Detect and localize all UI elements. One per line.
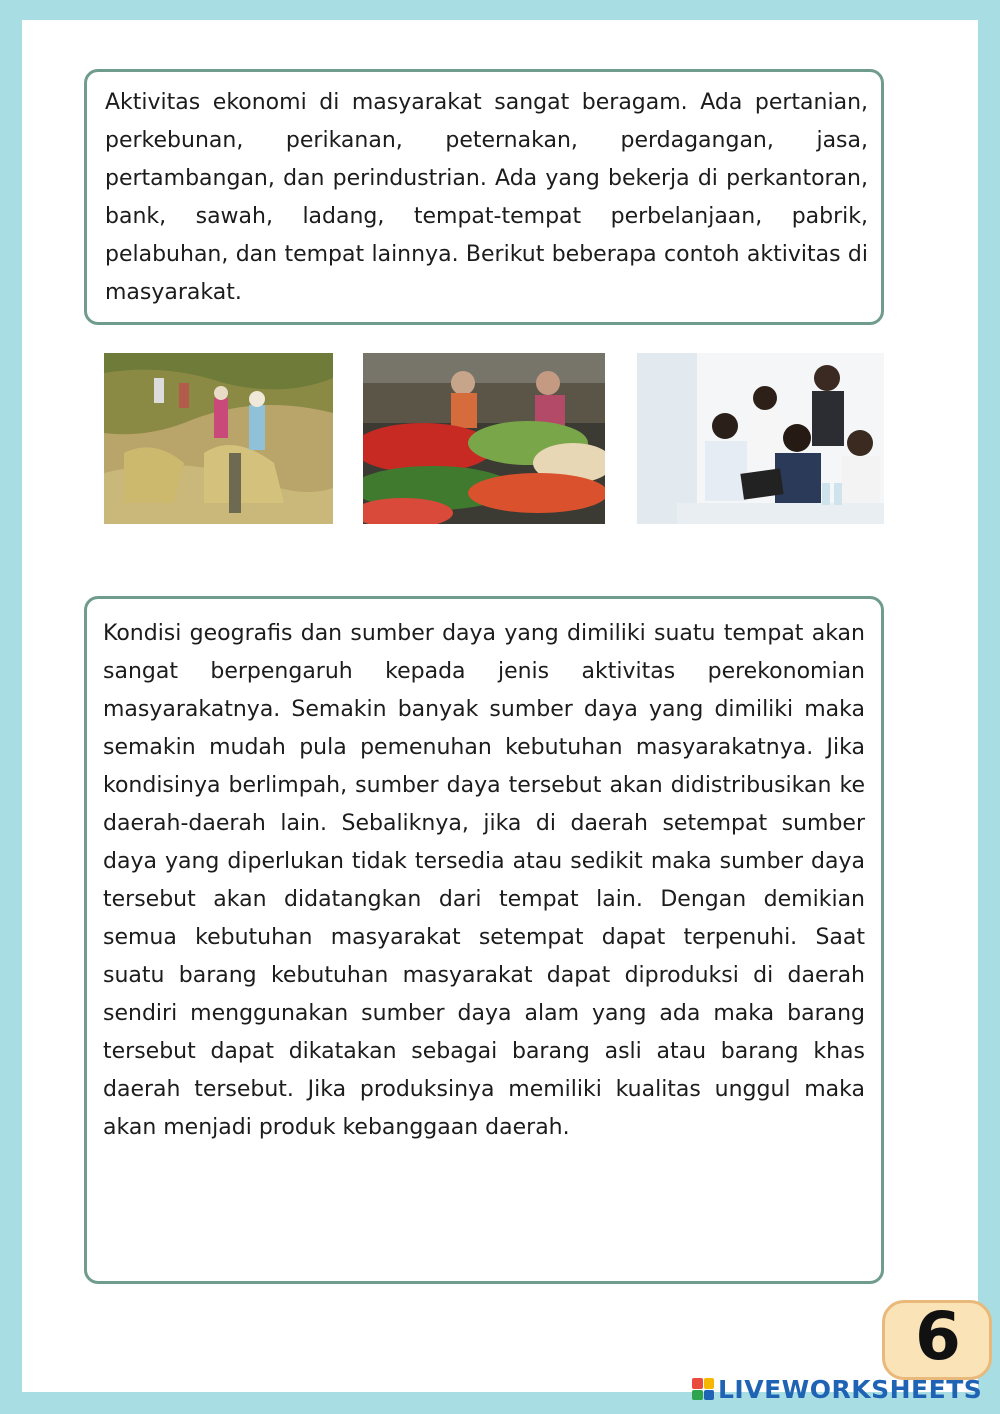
body-paragraph: Kondisi geografis dan sumber daya yang dimiliki suatu tempat akan sangat berpengaruh kepada jenis aktivitas perekonomian masyarakatnya. Semakin banyak sumber daya yang dimiliki maka semakin mudah pula pemenuhan kebutuhan masyarakatnya. Jika kondisinya berlimpah, sumber daya tersebut akan didistribusikan ke daerah-daerah lain. Sebaliknya, jika di daerah setempat sumber daya yang diperlukan tidak tersedia atau sedikit maka sumber daya tersebut akan didatangkan dari tempat lain. Dengan demikian semua kebutuhan masyarakat setempat dapat terpenuhi. Saat suatu barang kebutuhan masyarakat dapat diproduksi di daerah sendiri menggunakan sumber daya alam yang ada maka barang tersebut dapat dikatakan sebagai barang asli atau barang khas daerah tersebut. Jika produksinya memiliki kualitas unggul maka akan menjadi produk kebanggaan daerah. [103,621,865,1140]
worksheet-page [22,20,978,1392]
office-workers-photo [637,353,884,524]
body-text-box [84,596,884,1284]
brand-name: LIVEWORKSHEETS [718,1374,983,1404]
rice-field-harvest-photo [104,353,333,524]
liveworksheets-brand [692,1374,982,1404]
liveworksheets-logo-icon [692,1378,714,1400]
market-vegetables-photo [363,353,605,524]
page-number: 6 [915,1298,961,1375]
intro-text-box [84,69,884,325]
intro-paragraph: Aktivitas ekonomi di masyarakat sangat beragam. Ada pertanian, perkebunan, perikanan, peternakan, perdagangan, jasa, pertambangan, dan perindustrian. Ada yang bekerja di perkantoran, bank, sawah, ladang, tempat-tempat perbelanjaan, pabrik, pelabuhan, dan tempat lainnya. Berikut beberapa contoh aktivitas di masyarakat. [105,90,868,305]
